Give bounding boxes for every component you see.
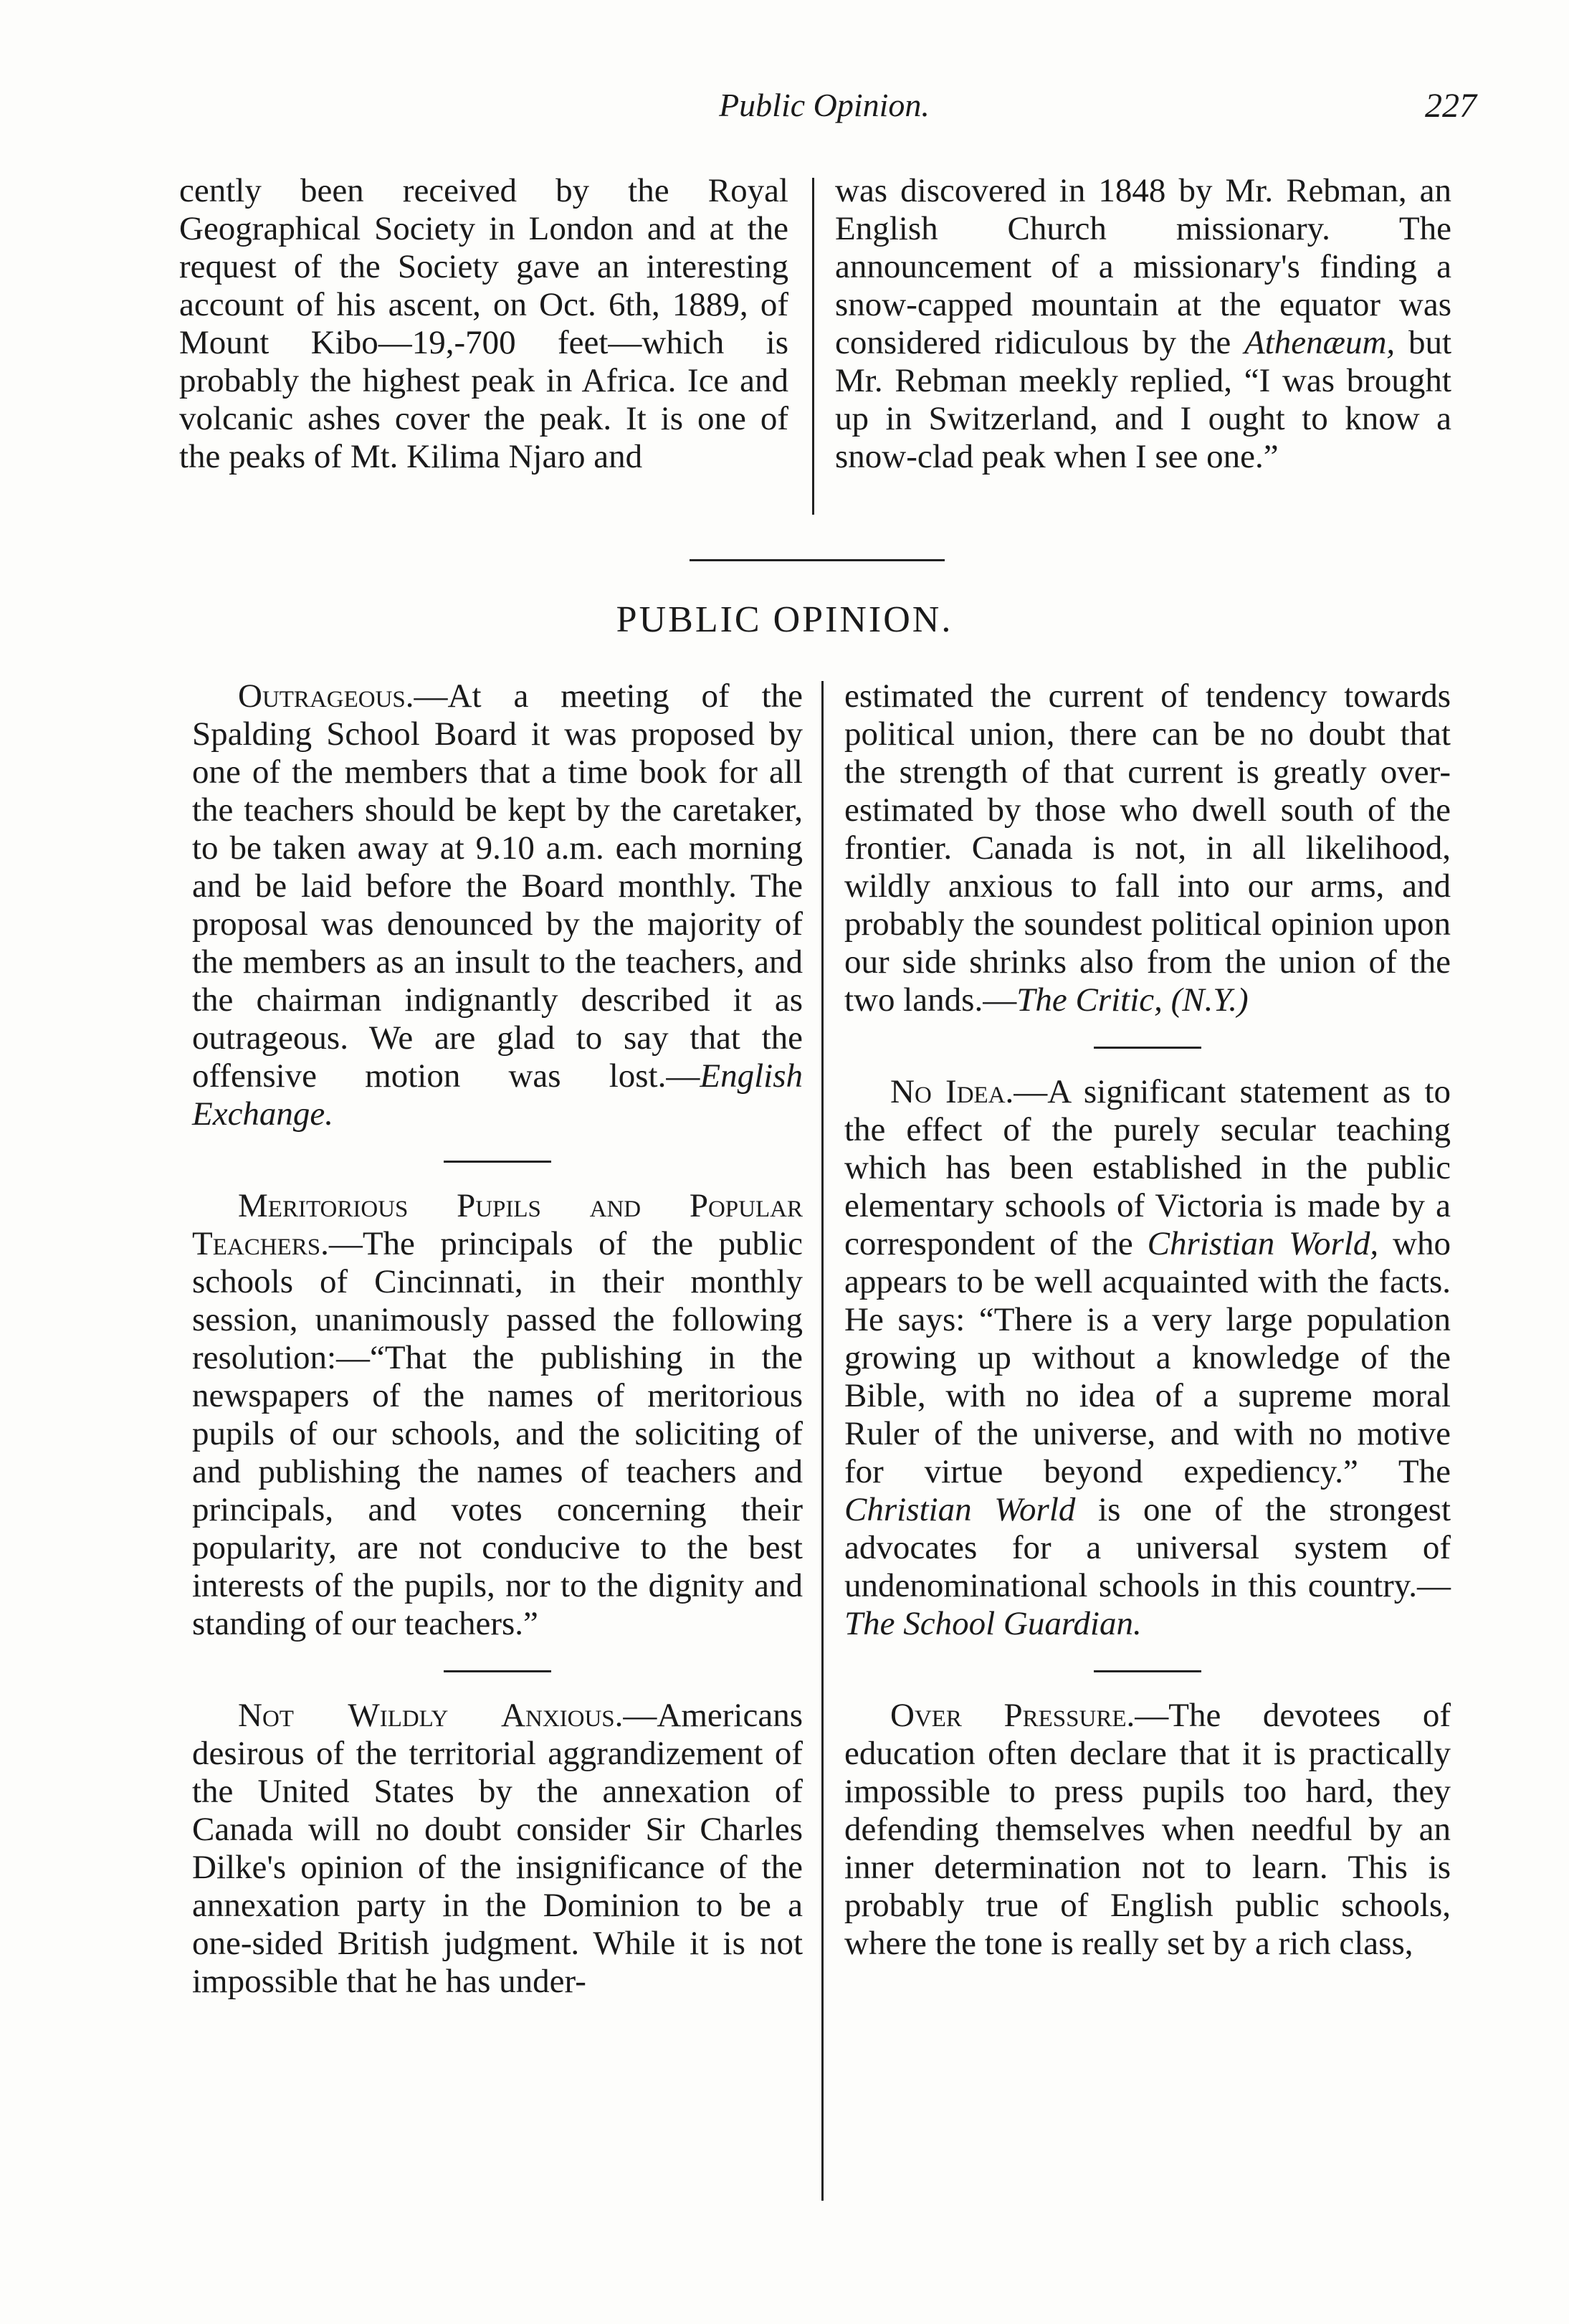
article-body: —The principals of the public schools of Cincinnati, in their monthly session, unanimously passed the following resolution:—“That the publishing in the newspapers of the names of meritorious pupils of our schools, and the soliciting of and publishing the names of teachers and principals, and votes concerning their popularity, are not conducive to the best interests of the pupils, nor to the dignity and standing of our teachers.” (192, 1225, 803, 1642)
top-right-text-2: but Mr. Rebman meekly replied, “I was brought up in Switzerland, and I ought to know a snow-clad peak when I see one.” (835, 324, 1452, 475)
top-column-divider (812, 178, 814, 515)
top-left-paragraph: cently been received by the Royal Geographical Society in London and at the request of the Society gave an interesting account of his ascent, on Oct. 6th, 1889, of Mount Kibo—19,-700 feet—which is probably the highest peak in Africa. Ice and volcanic ashes cover the peak. It is one of the peaks of Mt. Kilima Njaro and (179, 172, 788, 475)
christian-world-title: Christian World, (1147, 1225, 1379, 1262)
article-heading: Meritorious Pupils and Popular Teachers. (192, 1187, 803, 1262)
section-title: PUBLIC OPINION. (616, 599, 953, 640)
article-heading: Over Pressure. (890, 1697, 1135, 1734)
section-divider (690, 559, 945, 561)
christian-world-title: Christian World (844, 1491, 1076, 1528)
lower-right-column (844, 677, 1451, 1963)
article-divider (444, 1161, 551, 1163)
article-body: estimated the current of tendency towards political union, there can be no doubt that the strength of that current is greatly over-estimated by those who dwell south of the frontier. Canada is not, in all likelihood, wildly anxious to fall into our arms, and probably the soundest political opinion upon our side shrinks also from the union of the two lands.— (844, 677, 1451, 1019)
article-source: The Critic, (N.Y.) (1016, 981, 1249, 1019)
article-heading: Not Wildly Anxious. (238, 1697, 624, 1734)
article-body: —A significant statement as to the effect of the purely secular teaching which has been established in the public elementary schools of Victoria is made by a correspondent of the (844, 1073, 1451, 1262)
article-not-wildly-continued (844, 677, 1451, 1019)
article-body: is one of the strongest advocates for a universal system of undenominational schools in this country.— (844, 1491, 1451, 1604)
article-body: —Americans desirous of the territorial aggrandizement of the United States by the annexation of Canada will no doubt consider Sir Charles Dilke's opinion of the insignificance of the annexation party in the Dominion to be a one-sided British judgment. While it is not impossible that he has under- (192, 1697, 803, 2000)
article-over-pressure (844, 1697, 1451, 1963)
article-source: The School Guardian. (844, 1605, 1142, 1642)
article-not-wildly (192, 1697, 803, 2001)
running-title: Public Opinion. (719, 87, 930, 123)
article-heading: No Idea. (890, 1073, 1014, 1110)
lower-column-divider (821, 681, 824, 2201)
athenaeum-title: Athenæum, (1244, 324, 1396, 361)
article-outrageous (192, 677, 803, 1133)
page-number: 227 (1425, 87, 1477, 125)
article-no-idea (844, 1073, 1451, 1643)
top-right-column (835, 172, 1451, 476)
top-left-column (179, 172, 788, 476)
article-divider (1094, 1047, 1201, 1049)
running-head (172, 86, 1477, 129)
top-right-text-1: was discovered in 1848 by Mr. Rebman, an English Church missionary. The announcement of a missionary's finding a snow-capped mountain at the equator was considered ridiculous by the (835, 172, 1451, 361)
article-divider (444, 1670, 551, 1672)
article-heading: Outrageous. (238, 677, 414, 715)
article-source: English Exchange. (192, 1057, 803, 1133)
lower-left-column (192, 677, 803, 2001)
article-divider (1094, 1670, 1201, 1672)
article-body: who appears to be well acquainted with the facts. He says: “There is a very large population growing up without a knowledge of the Bible, with no idea of a supreme moral Ruler of the universe, and with no motive for virtue beyond expediency.” The (844, 1225, 1451, 1490)
article-meritorious (192, 1187, 803, 1643)
article-body: —At a meeting of the Spalding School Board it was proposed by one of the members that a time book for all the teachers should be kept by the caretaker, to be taken away at 9.10 a.m. each morning and be laid before the Board monthly. The proposal was denounced by the majority of the members as an insult to the teachers, and the chairman indignantly described it as outrageous. We are glad to say that the offensive motion was lost.— (192, 677, 803, 1095)
article-body: —The devotees of education often declare that it is practically impossible to press pupils too hard, they defending themselves when needful by an inner determination not to learn. This is probably true of English public schools, where the tone is really set by a rich class, (844, 1697, 1451, 1962)
top-right-paragraph (835, 172, 1451, 476)
